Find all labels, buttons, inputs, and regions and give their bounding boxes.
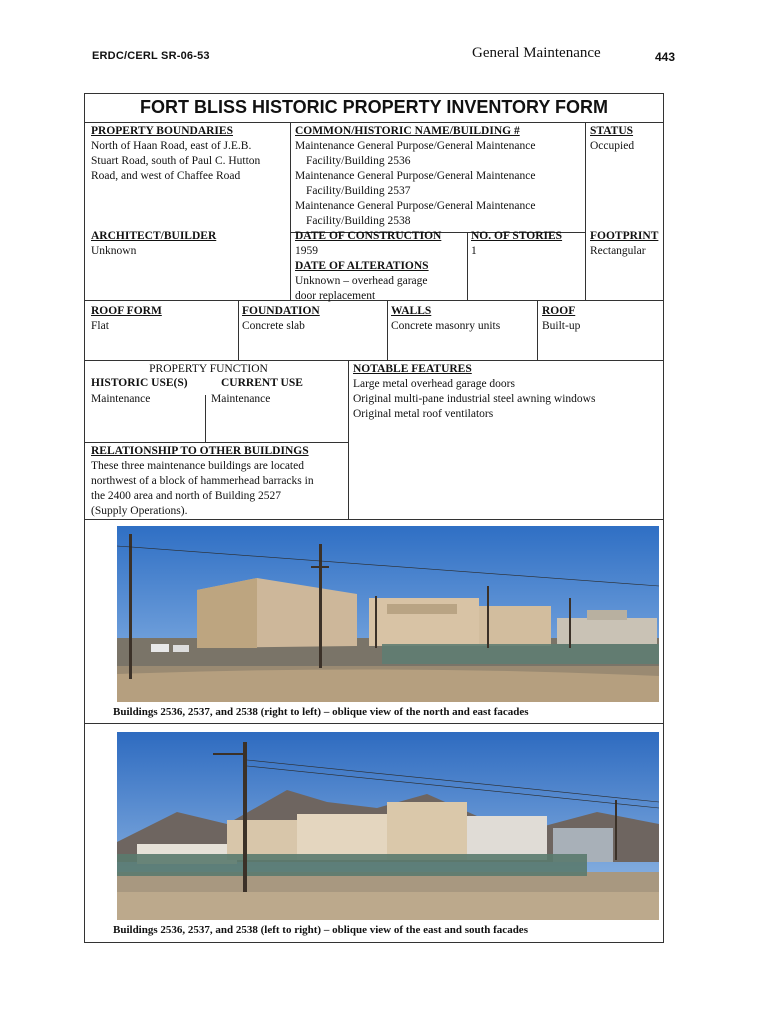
divider [290, 123, 291, 300]
foundation-cell [242, 304, 385, 334]
property-boundaries-line: North of Haan Road, east of J.E.B. [91, 140, 252, 152]
relationship-line: northwest of a block of hammerhead barracks in [91, 475, 314, 487]
property-function-label: PROPERTY FUNCTION [149, 363, 268, 375]
notable-features-cell [353, 362, 659, 422]
form-title: FORT BLISS HISTORIC PROPERTY INVENTORY FORM [85, 94, 663, 123]
historic-use-label: HISTORIC USE(S) [91, 377, 188, 389]
property-boundaries-cell [91, 124, 287, 184]
date-construction-label: DATE OF CONSTRUCTION [295, 230, 442, 242]
divider [348, 360, 349, 519]
common-name-cell [295, 124, 583, 229]
inventory-form [84, 93, 664, 943]
status-label: STATUS [590, 125, 634, 137]
property-boundaries-line: Stuart Road, south of Paul C. Hutton [91, 155, 261, 167]
relationship-line: These three maintenance buildings are located [91, 460, 304, 472]
property-function-cell [91, 362, 343, 377]
architect-label: ARCHITECT/BUILDER [91, 230, 217, 242]
roof-form-value: Flat [91, 320, 109, 332]
divider [85, 442, 348, 443]
photo-caption: Buildings 2536, 2537, and 2538 (left to right) – oblique view of the east and south facades [113, 924, 528, 936]
common-name-line: Maintenance General Purpose/General Maintenance [295, 140, 536, 152]
roof-value: Built-up [542, 320, 581, 332]
walls-value: Concrete masonry units [391, 320, 501, 332]
roof-cell [542, 304, 662, 334]
property-boundaries-line: Road, and west of Chaffee Road [91, 170, 241, 182]
relationship-line: (Supply Operations). [91, 505, 188, 517]
date-alterations-line: Unknown – overhead garage [295, 275, 428, 287]
roof-label: ROOF [542, 305, 576, 317]
divider [238, 300, 239, 360]
report-id: ERDC/CERL SR-06-53 [92, 50, 210, 62]
page-number: 443 [655, 50, 676, 64]
divider [467, 232, 468, 300]
footprint-cell [590, 229, 662, 259]
common-name-label: COMMON/HISTORIC NAME/BUILDING # [295, 125, 520, 137]
footprint-value: Rectangular [590, 245, 646, 257]
common-name-line: Maintenance General Purpose/General Maintenance [295, 170, 536, 182]
walls-cell [391, 304, 535, 334]
status-value: Occupied [590, 140, 635, 152]
relationship-label: RELATIONSHIP TO OTHER BUILDINGS [91, 445, 309, 457]
notable-feature: Original multi-pane industrial steel awning windows [353, 393, 596, 405]
building-photo-east-south [117, 732, 659, 920]
common-name-line: Facility/Building 2537 [306, 185, 411, 197]
divider [585, 123, 586, 300]
stories-value: 1 [471, 245, 477, 257]
common-name-line: Facility/Building 2538 [306, 215, 411, 227]
architect-cell [91, 229, 287, 259]
date-alterations-line: door replacement [295, 290, 376, 302]
section-title: General Maintenance [472, 45, 601, 61]
foundation-label: FOUNDATION [242, 305, 320, 317]
historic-use-value: Maintenance [91, 393, 151, 405]
roof-form-cell [91, 304, 236, 334]
building-photo-north-east [117, 526, 659, 702]
relationship-line: the 2400 area and north of Building 2527 [91, 490, 282, 502]
architect-value: Unknown [91, 245, 137, 257]
stories-label: NO. OF STORIES [471, 230, 563, 242]
walls-label: WALLS [391, 305, 432, 317]
stories-cell [471, 229, 583, 259]
roof-form-label: ROOF FORM [91, 305, 162, 317]
footprint-label: FOOTPRINT [590, 230, 659, 242]
date-construction-value: 1959 [295, 245, 318, 257]
notable-features-label: NOTABLE FEATURES [353, 363, 472, 375]
divider [85, 360, 663, 361]
property-boundaries-label: PROPERTY BOUNDARIES [91, 125, 233, 137]
current-use-label: CURRENT USE [221, 377, 303, 389]
divider [205, 395, 206, 443]
divider [537, 300, 538, 360]
foundation-value: Concrete slab [242, 320, 305, 332]
relationship-cell [91, 444, 346, 519]
current-use-value: Maintenance [211, 393, 271, 405]
common-name-line: Facility/Building 2536 [306, 155, 411, 167]
photo-caption: Buildings 2536, 2537, and 2538 (right to left) – oblique view of the north and east facades [113, 706, 529, 718]
notable-feature: Original metal roof ventilators [353, 408, 494, 420]
status-cell [590, 124, 662, 154]
construction-cell [295, 229, 467, 304]
divider [85, 519, 663, 520]
divider [387, 300, 388, 360]
divider [85, 723, 663, 724]
notable-feature: Large metal overhead garage doors [353, 378, 515, 390]
common-name-line: Maintenance General Purpose/General Maintenance [295, 200, 536, 212]
date-alterations-label: DATE OF ALTERATIONS [295, 260, 429, 272]
